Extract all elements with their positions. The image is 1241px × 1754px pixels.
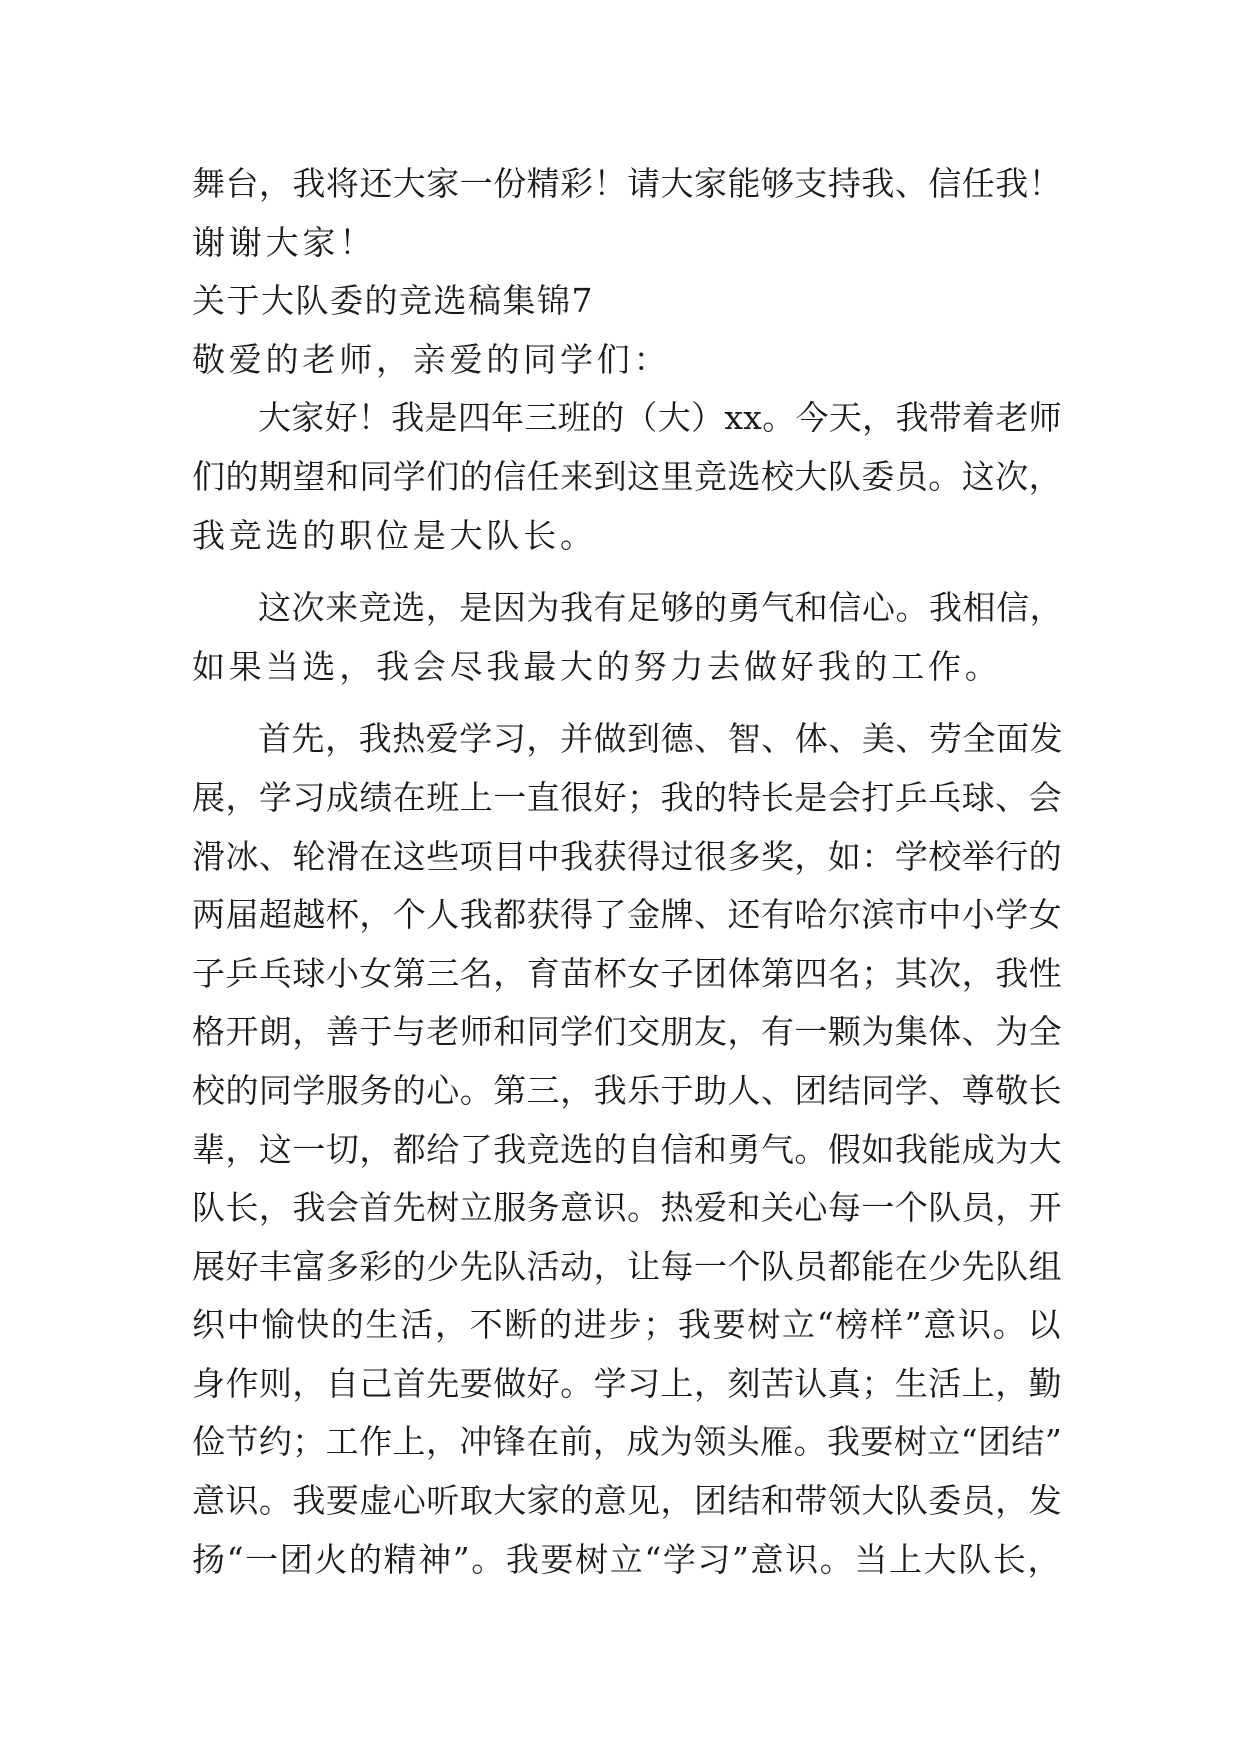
text-line: 子乒乓球小女第三名，育苗杯女子团体第四名；其次，我性 [192, 953, 1062, 993]
paragraph-gap [192, 565, 1062, 579]
text-line: 两届超越杯，个人我都获得了金牌、还有哈尔滨市中小学女 [192, 895, 1062, 935]
text-line: 舞台，我将还大家一份精彩！请大家能够支持我、信任我！ [192, 164, 1062, 203]
text-line: 展，学习成绩在班上一直很好；我的特长是会打乒乓球、会 [192, 777, 1062, 817]
text-line: 如果当选，我会尽我最大的努力去做好我的工作。 [192, 646, 1002, 686]
text-line: 我竞选的职位是大队长。 [192, 515, 597, 555]
salutation: 敬爱的老师，亲爱的同学们： [192, 339, 671, 379]
text-line: 格开朗，善于与老师和同学们交朋友，有一颗为集体、为全 [192, 1012, 1062, 1052]
text-line: 队长，我会首先树立服务意识。热爱和关心每一个队员，开 [192, 1188, 1062, 1228]
text-line: 校的同学服务的心。第三，我乐于助人、团结同学、尊敬长 [192, 1070, 1062, 1110]
text-line: 辈，这一切，都给了我竞选的自信和勇气。假如我能成为大 [192, 1129, 1062, 1169]
text-line: 扬“一团火的精神”。我要树立“学习”意识。当上大队长， [192, 1539, 1062, 1579]
text-line: 织中愉快的生活，不断的进步；我要树立“榜样”意识。以 [192, 1305, 1062, 1345]
paragraph-gap [192, 696, 1062, 710]
text-line: 展好丰富多彩的少先队活动，让每一个队员都能在少先队组 [192, 1246, 1062, 1286]
text-line: 谢谢大家！ [192, 222, 376, 262]
text-line: 身作则，自己首先要做好。学习上，刻苦认真；生活上，勤 [192, 1363, 1062, 1403]
section-title: 关于大队委的竞选稿集锦7 [192, 281, 594, 321]
text-line: 们的期望和同学们的信任来到这里竞选校大队委员。这次， [192, 456, 1062, 496]
text-line: 这次来竞选，是因为我有足够的勇气和信心。我相信， [258, 588, 1064, 628]
text-line: 俭节约；工作上，冲锋在前，成为领头雁。我要树立“团结” [192, 1422, 1062, 1462]
document-body [192, 155, 1062, 1589]
text-line: 大家好！我是四年三班的（大）xx。今天，我带着老师 [258, 398, 1062, 438]
text-line: 首先，我热爱学习，并做到德、智、体、美、劳全面发 [258, 719, 1064, 759]
text-line: 意识。我要虚心听取大家的意见，团结和带领大队委员，发 [192, 1481, 1062, 1521]
text-line: 滑冰、轮滑在这些项目中我获得过很多奖，如：学校举行的 [192, 836, 1062, 876]
